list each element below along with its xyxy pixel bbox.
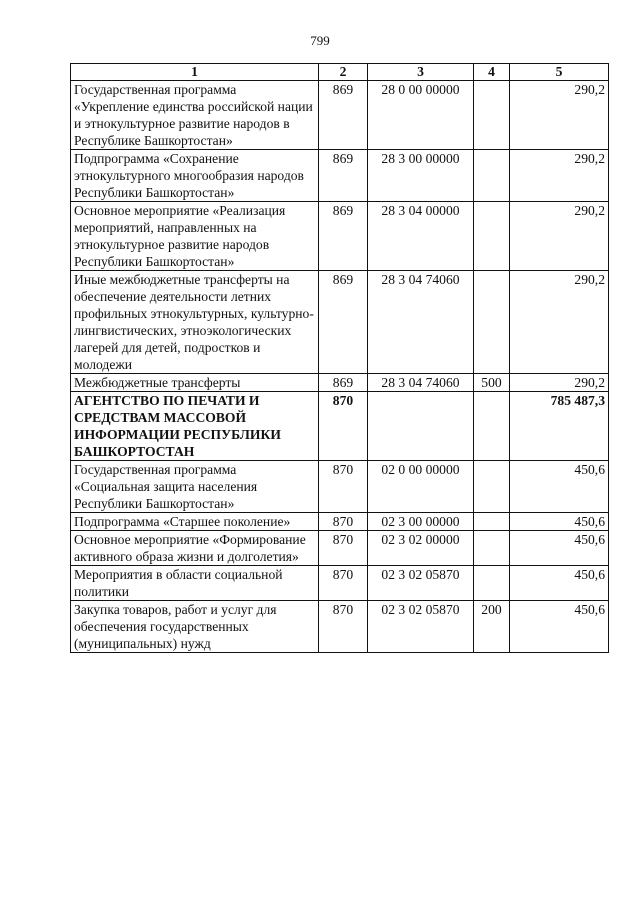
row-kvr-cell [474, 531, 510, 566]
row-amount-cell: 290,2 [510, 202, 609, 271]
table-row [71, 513, 609, 531]
row-code-cell: 870 [319, 566, 368, 601]
row-kcsr-cell: 28 3 04 74060 [368, 271, 474, 374]
table-row [71, 202, 609, 271]
header-col-1: 1 [71, 64, 319, 81]
row-code-cell: 869 [319, 374, 368, 392]
row-name-cell: Государственная программа «Укрепление единства российской нации и этнокультурное развитие народов в Республике Башкортостан» [71, 81, 319, 150]
row-kcsr-cell: 02 3 02 00000 [368, 531, 474, 566]
page-number: 799 [310, 33, 330, 48]
row-code-cell: 869 [319, 81, 368, 150]
table-row [71, 374, 609, 392]
row-code-cell: 869 [319, 202, 368, 271]
table-row-agency [71, 392, 609, 461]
table-row [71, 81, 609, 150]
table-body [71, 81, 609, 653]
row-kcsr-cell: 28 3 00 00000 [368, 150, 474, 202]
header-row [71, 64, 609, 81]
row-amount-cell: 290,2 [510, 271, 609, 374]
row-name-cell: Межбюджетные трансферты [71, 374, 319, 392]
row-amount-cell: 450,6 [510, 601, 609, 653]
row-name-cell: Государственная программа «Социальная защита населения Республики Башкортостан» [71, 461, 319, 513]
row-code-cell: 869 [319, 150, 368, 202]
header-col-3: 3 [368, 64, 474, 81]
row-amount-cell: 290,2 [510, 81, 609, 150]
row-name-cell: Иные межбюджетные трансферты на обеспечение деятельности летних профильных этнокультурных, культурно-лингвистических, этноэкологических лагерей для детей, подростков и молодежи [71, 271, 319, 374]
row-kcsr-cell: 28 0 00 00000 [368, 81, 474, 150]
header-col-2: 2 [319, 64, 368, 81]
row-kvr-cell [474, 202, 510, 271]
row-code-cell: 870 [319, 531, 368, 566]
row-kvr-cell [474, 81, 510, 150]
row-code-cell: 870 [319, 601, 368, 653]
table-row [71, 150, 609, 202]
row-kvr-cell [474, 271, 510, 374]
row-kcsr-cell: 28 3 04 00000 [368, 202, 474, 271]
table-row [71, 461, 609, 513]
row-kvr-cell [474, 513, 510, 531]
row-code-cell: 870 [319, 513, 368, 531]
row-kvr-cell: 500 [474, 374, 510, 392]
row-amount-cell: 450,6 [510, 566, 609, 601]
row-amount-cell: 450,6 [510, 531, 609, 566]
header-col-5: 5 [510, 64, 609, 81]
row-kcsr-cell: 28 3 04 74060 [368, 374, 474, 392]
row-kcsr-cell: 02 3 00 00000 [368, 513, 474, 531]
row-code-cell: 869 [319, 271, 368, 374]
budget-table [70, 63, 609, 653]
row-name-cell: Основное мероприятие «Реализация мероприятий, направленных на этнокультурное развитие народов Республики Башкортостан» [71, 202, 319, 271]
header-col-4: 4 [474, 64, 510, 81]
row-amount-cell: 450,6 [510, 461, 609, 513]
row-name-cell: Подпрограмма «Старшее поколение» [71, 513, 319, 531]
row-code-cell: 870 [319, 461, 368, 513]
row-kcsr-cell: 02 3 02 05870 [368, 601, 474, 653]
row-name-cell: АГЕНТСТВО ПО ПЕЧАТИ И СРЕДСТВАМ МАССОВОЙ ИНФОРМАЦИИ РЕСПУБЛИКИ БАШКОРТОСТАН [71, 392, 319, 461]
row-name-cell: Закупка товаров, работ и услуг для обеспечения государственных (муниципальных) нужд [71, 601, 319, 653]
table-row [71, 531, 609, 566]
row-name-cell: Мероприятия в области социальной политики [71, 566, 319, 601]
row-amount-cell: 785 487,3 [510, 392, 609, 461]
row-name-cell: Основное мероприятие «Формирование активного образа жизни и долголетия» [71, 531, 319, 566]
table-row [71, 566, 609, 601]
row-code-cell: 870 [319, 392, 368, 461]
row-amount-cell: 450,6 [510, 513, 609, 531]
row-amount-cell: 290,2 [510, 374, 609, 392]
row-kcsr-cell [368, 392, 474, 461]
row-kvr-cell [474, 566, 510, 601]
row-kcsr-cell: 02 3 02 05870 [368, 566, 474, 601]
table-row [71, 271, 609, 374]
row-name-cell: Подпрограмма «Сохранение этнокультурного многообразия народов Республики Башкортостан» [71, 150, 319, 202]
row-kvr-cell [474, 150, 510, 202]
row-kvr-cell [474, 392, 510, 461]
row-kvr-cell [474, 461, 510, 513]
table-row [71, 601, 609, 653]
row-kvr-cell: 200 [474, 601, 510, 653]
row-amount-cell: 290,2 [510, 150, 609, 202]
row-kcsr-cell: 02 0 00 00000 [368, 461, 474, 513]
